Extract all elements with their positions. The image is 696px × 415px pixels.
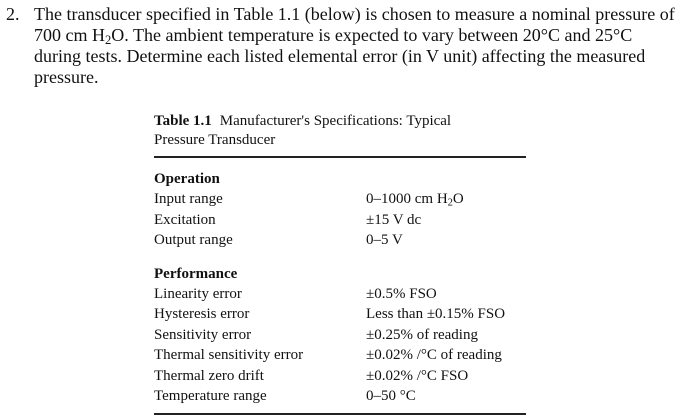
table-top-rule (154, 156, 526, 158)
value-input-range-sub: 2 (447, 197, 453, 209)
section-performance (154, 265, 526, 407)
table-row (154, 366, 526, 387)
value-thermal-zero-drift: ±0.02% /°C FSO (366, 367, 469, 384)
problem-text-2a: 700 cm H (34, 25, 105, 45)
value-hysteresis-error: Less than ±0.15% FSO (366, 306, 506, 322)
problem-text-1: The transducer specified in Table 1.1 (below) is chosen to measure a nominal pressure of (34, 4, 675, 24)
value-sensitivity-error: ±0.25% of reading (366, 326, 478, 343)
problem-line-3 (0, 46, 696, 67)
value-excitation: ±15 V dc (366, 211, 422, 228)
section-title-operation: Operation (154, 171, 220, 187)
param-thermal-sensitivity-error: Thermal sensitivity error (154, 347, 304, 363)
table-caption-label: Table 1.1 (154, 113, 212, 129)
table-caption (154, 112, 526, 150)
value-input-range-tail: O (452, 191, 464, 207)
problem-number: 2. (6, 4, 20, 24)
param-linearity-error: Linearity error (154, 285, 242, 302)
problem-line-1 (0, 4, 696, 25)
param-sensitivity-error: Sensitivity error (154, 326, 252, 343)
problem-text-2-sub: 2 (105, 33, 112, 48)
param-input-range: Input range (154, 191, 223, 207)
table-row (154, 304, 526, 325)
table-row (154, 345, 526, 366)
value-output-range: 0–5 V (366, 232, 403, 248)
problem-text-4: pressure. (34, 67, 99, 87)
spec-table (154, 112, 526, 415)
problem-statement (0, 4, 696, 88)
section-operation (154, 170, 526, 251)
param-temperature-range: Temperature range (154, 388, 267, 404)
table-row (154, 230, 526, 251)
problem-line-4 (0, 67, 696, 88)
problem-line-2 (0, 25, 696, 46)
table-row (154, 386, 526, 407)
value-input-range (366, 189, 464, 210)
value-input-range-main: 0–1000 cm H (366, 191, 448, 207)
table-row (154, 284, 526, 305)
value-temperature-range: 0–50 °C (366, 388, 416, 404)
value-thermal-sensitivity-error: ±0.02% /°C of reading (366, 347, 502, 363)
table-row (154, 210, 526, 231)
table-row (154, 189, 526, 210)
param-thermal-zero-drift: Thermal zero drift (154, 367, 264, 384)
table-row (154, 325, 526, 346)
table-caption-line1: Manufacturer's Specifications: Typical (219, 113, 452, 129)
table-caption-line2: Pressure Transducer (154, 132, 276, 148)
param-output-range: Output range (154, 232, 233, 248)
problem-text-2b: O. The ambient temperature is expected to vary between 20°C and 25°C (111, 25, 633, 45)
param-hysteresis-error: Hysteresis error (154, 306, 250, 322)
value-linearity-error: ±0.5% FSO (366, 285, 437, 302)
problem-text-3: during tests. Determine each listed elemental error (in V unit) affecting the measured (34, 46, 646, 66)
param-excitation: Excitation (154, 211, 216, 228)
section-title-performance: Performance (154, 265, 238, 282)
